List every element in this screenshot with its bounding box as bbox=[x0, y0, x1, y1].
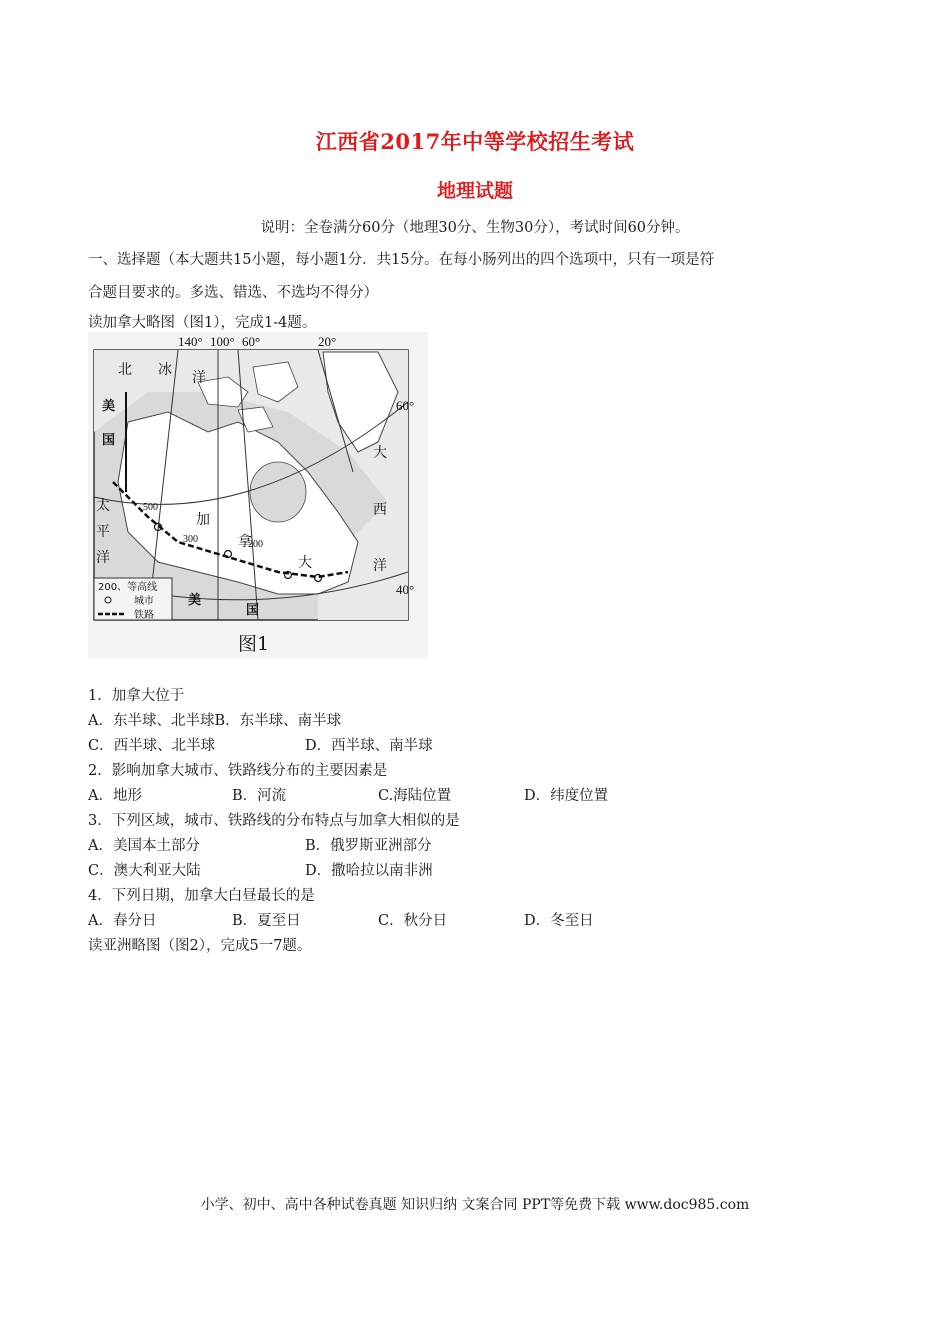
lon-label-100: 100° bbox=[210, 334, 235, 349]
ocean-label-da: 大 bbox=[373, 445, 387, 461]
lon-label-60: 60° bbox=[242, 334, 261, 349]
q4-stem: 4．下列日期，加拿大白昼最长的是 bbox=[88, 888, 315, 904]
q4-option-b: B．夏至日 bbox=[232, 913, 301, 929]
q3-stem: 3．下列区域，城市、铁路线的分布特点与加拿大相似的是 bbox=[88, 813, 460, 829]
contour-label-200: 200 bbox=[248, 539, 263, 550]
q2-option-d: D．纬度位置 bbox=[524, 788, 609, 804]
q1-option-c: C．西半球、北半球 bbox=[88, 738, 216, 754]
country-label-mei2: 美 bbox=[188, 593, 202, 608]
q3-option-b: B．俄罗斯亚洲部分 bbox=[305, 838, 432, 854]
figure2-intro: 读亚洲略图（图2），完成5一7题。 bbox=[88, 938, 312, 954]
q4-option-d: D．冬至日 bbox=[524, 913, 594, 929]
lon-label-20: 20° bbox=[318, 334, 337, 349]
country-label-na: 拿 bbox=[238, 534, 252, 550]
lat-label-60: 60° bbox=[396, 398, 415, 413]
q4-option-c: C．秋分日 bbox=[378, 913, 448, 929]
q2-option-a: A．地形 bbox=[88, 788, 142, 804]
contour-label-500: 500 bbox=[143, 502, 158, 513]
legend-city: 城市 bbox=[134, 596, 154, 607]
country-label-mei1: 美 bbox=[102, 399, 116, 414]
q3-option-d: D．撒哈拉以南非洲 bbox=[305, 863, 433, 879]
q1-option-ab: A．东半球、北半球B．东半球、南半球 bbox=[88, 713, 342, 729]
q3-option-a: A．美国本土部分 bbox=[88, 838, 200, 854]
legend-contour: 200、等高线 bbox=[98, 582, 158, 593]
q1-option-d: D．西半球、南半球 bbox=[305, 738, 433, 754]
ocean-label-bei: 北 bbox=[118, 362, 132, 378]
country-label-guo2: 国 bbox=[246, 603, 260, 618]
country-label-guo1: 国 bbox=[102, 433, 116, 448]
canada-map-figure bbox=[88, 332, 428, 658]
q2-option-b: B．河流 bbox=[232, 788, 287, 804]
ocean-label-tai: 太 bbox=[96, 498, 110, 514]
ocean-label-yang3: 洋 bbox=[96, 550, 110, 566]
country-label-jia: 加 bbox=[196, 512, 210, 528]
q1-stem: 1．加拿大位于 bbox=[88, 688, 185, 704]
ocean-label-yang2: 洋 bbox=[373, 558, 387, 574]
exam-subtitle: 地理试题 bbox=[436, 180, 513, 202]
ocean-label-yang1: 洋 bbox=[192, 370, 206, 386]
ocean-label-xi: 西 bbox=[373, 502, 387, 518]
lat-label-40: 40° bbox=[396, 582, 415, 597]
q3-option-c: C．澳大利亚大陆 bbox=[88, 863, 201, 879]
contour-label-300: 300 bbox=[183, 534, 198, 545]
exam-note: 说明：全卷满分60分（地理30分、生物30分），考试时间60分钟。 bbox=[260, 220, 690, 236]
ocean-label-ping: 平 bbox=[96, 524, 110, 540]
q2-option-c: C.海陆位置 bbox=[378, 788, 452, 804]
q4-option-a: A．春分日 bbox=[88, 913, 157, 929]
section-instruction-line2: 合题目要求的。多选、错选、不选均不得分） bbox=[88, 285, 378, 301]
legend-railway: 铁路 bbox=[134, 610, 154, 621]
page-footer: 小学、初中、高中各种试卷真题 知识归纳 文案合同 PPT等免费下载 www.doc985.com bbox=[200, 1197, 750, 1213]
section-instruction-line1: 一、选择题（本大题共15小题，每小题1分．共15分。在每小肠列出的四个选项中，只有一项是符 bbox=[88, 252, 715, 268]
canada-map-svg bbox=[88, 332, 428, 658]
figure1-intro: 读加拿大略图（图1），完成1-4题。 bbox=[88, 315, 317, 331]
ocean-label-bing: 冰 bbox=[158, 362, 172, 378]
figure1-caption: 图1 bbox=[238, 633, 270, 655]
exam-title: 江西省2017年中等学校招生考试 bbox=[315, 129, 635, 154]
q2-stem: 2．影响加拿大城市、铁路线分布的主要因素是 bbox=[88, 763, 388, 779]
country-label-da: 大 bbox=[298, 555, 312, 571]
lon-label-140: 140° bbox=[178, 334, 203, 349]
